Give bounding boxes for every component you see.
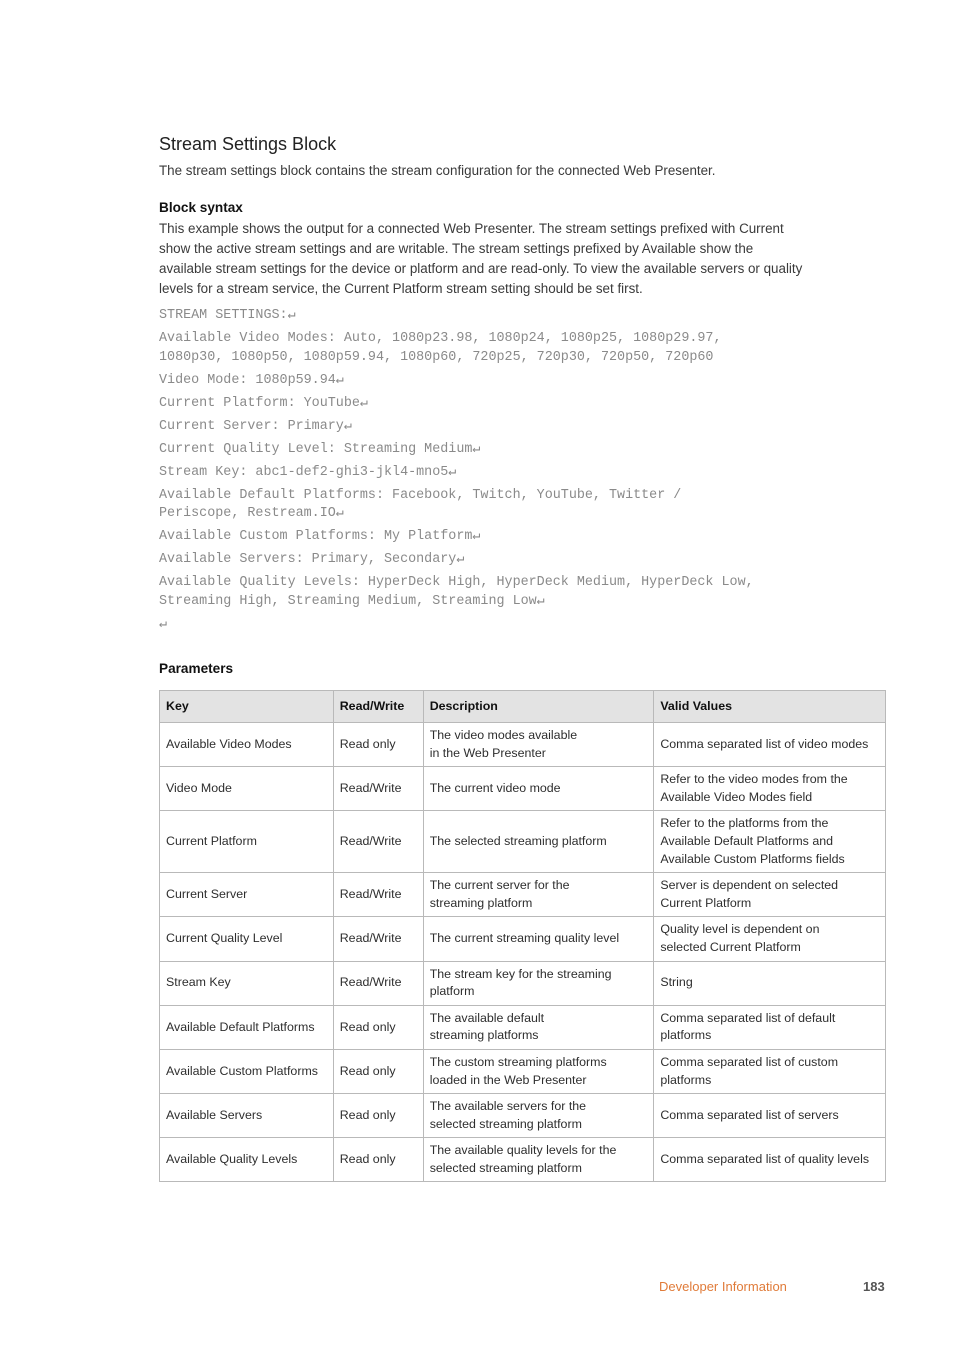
cell-read-write: Read/Write — [333, 917, 423, 961]
cell-key: Available Quality Levels — [160, 1138, 334, 1182]
cell-description: The selected streaming platform — [423, 811, 654, 873]
code-line: ↵ — [159, 616, 168, 632]
table-row — [160, 961, 886, 1005]
code-line: STREAM SETTINGS:↵ — [159, 308, 296, 323]
cell-key: Video Mode — [160, 767, 334, 811]
cell-read-write: Read only — [333, 723, 423, 767]
cell-description: The video modes available in the Web Presenter — [423, 723, 654, 767]
cell-description: The current streaming quality level — [423, 917, 654, 961]
footer-page-number: 183 — [863, 1279, 885, 1294]
table-row — [160, 917, 886, 961]
table-row — [160, 1049, 886, 1093]
cell-key: Available Default Platforms — [160, 1005, 334, 1049]
parameters-heading: Parameters — [159, 661, 234, 676]
code-line: Current Platform: YouTube↵ — [159, 395, 368, 411]
code-line: Stream Key: abc1-def2-ghi3-jkl4-mno5↵ — [159, 464, 457, 480]
code-line: Available Default Platforms: Facebook, Twitch, YouTube, Twitter / Periscope, Restream.IO↵ — [159, 487, 682, 521]
code-line: Current Server: Primary↵ — [159, 418, 352, 434]
cell-key: Available Servers — [160, 1094, 334, 1138]
table-row — [160, 1005, 886, 1049]
table-body — [160, 723, 886, 1182]
column-header-description: Description — [423, 691, 654, 723]
cell-valid-values: String — [654, 961, 886, 1005]
cell-valid-values: Server is dependent on selected Current Platform — [654, 873, 886, 917]
cell-description: The custom streaming platforms loaded in the Web Presenter — [423, 1049, 654, 1093]
code-line: Available Servers: Primary, Secondary↵ — [159, 552, 465, 567]
cell-description: The available default streaming platforms — [423, 1005, 654, 1049]
table-row — [160, 723, 886, 767]
cell-read-write: Read/Write — [333, 961, 423, 1005]
section-title: Stream Settings Block — [159, 134, 337, 154]
cell-read-write: Read only — [333, 1005, 423, 1049]
parameters-table — [159, 690, 886, 1182]
code-line: Current Quality Level: Streaming Medium↵ — [159, 441, 481, 457]
cell-valid-values: Refer to the platforms from the Available Default Platforms and Available Custom Platforms fields — [654, 811, 886, 873]
cell-read-write: Read/Write — [333, 873, 423, 917]
cell-read-write: Read/Write — [333, 811, 423, 873]
cell-description: The available quality levels for the selected streaming platform — [423, 1138, 654, 1182]
table-row — [160, 767, 886, 811]
table-row — [160, 811, 886, 873]
section-intro: The stream settings block contains the stream configuration for the connected Web Presenter. — [159, 163, 716, 178]
column-header-valid-values: Valid Values — [654, 691, 886, 723]
code-example — [159, 307, 886, 634]
block-syntax-paragraph: This example shows the output for a connected Web Presenter. The stream settings prefixed with Current show the active stream settings and are writable. The stream settings prefixed by Available show the available stream settings for the device or platform and are read-only. To view the available servers or quality levels for a stream service, the Current Platform stream setting should be set first. — [159, 221, 803, 296]
cell-valid-values: Comma separated list of quality levels — [654, 1138, 886, 1182]
column-header-key: Key — [160, 691, 334, 723]
cell-valid-values: Comma separated list of custom platforms — [654, 1049, 886, 1093]
cell-read-write: Read only — [333, 1138, 423, 1182]
table-row — [160, 1138, 886, 1182]
code-line: Video Mode: 1080p59.94↵ — [159, 372, 344, 388]
table-row — [160, 873, 886, 917]
document-body — [159, 132, 886, 1182]
cell-key: Stream Key — [160, 961, 334, 1005]
cell-description: The stream key for the streaming platform — [423, 961, 654, 1005]
cell-valid-values: Comma separated list of video modes — [654, 723, 886, 767]
cell-description: The current server for the streaming platform — [423, 873, 654, 917]
cell-description: The current video mode — [423, 767, 654, 811]
block-syntax-heading: Block syntax — [159, 200, 243, 215]
cell-read-write: Read/Write — [333, 767, 423, 811]
cell-valid-values: Comma separated list of default platforms — [654, 1005, 886, 1049]
cell-key: Current Quality Level — [160, 917, 334, 961]
cell-key: Available Custom Platforms — [160, 1049, 334, 1093]
cell-read-write: Read only — [333, 1094, 423, 1138]
column-header-read-write: Read/Write — [333, 691, 423, 723]
cell-key: Available Video Modes — [160, 723, 334, 767]
code-line: Available Custom Platforms: My Platform↵ — [159, 529, 481, 544]
code-line: Available Quality Levels: HyperDeck High, HyperDeck Medium, HyperDeck Low, Streaming High, Streaming Medium, Streaming Low↵ — [159, 575, 754, 609]
table-header-row — [160, 691, 886, 723]
table-row — [160, 1094, 886, 1138]
cell-valid-values: Refer to the video modes from the Available Video Modes field — [654, 767, 886, 811]
cell-read-write: Read only — [333, 1049, 423, 1093]
cell-valid-values: Quality level is dependent on selected Current Platform — [654, 917, 886, 961]
cell-description: The available servers for the selected streaming platform — [423, 1094, 654, 1138]
code-line: Available Video Modes: Auto, 1080p23.98, 1080p24, 1080p25, 1080p29.97, 1080p30, 1080p50, 1080p59.94, 1080p60, 720p25, 720p30, 720p50, 720p60 — [159, 331, 722, 365]
footer-section-name: Developer Information — [659, 1279, 787, 1294]
cell-valid-values: Comma separated list of servers — [654, 1094, 886, 1138]
cell-key: Current Server — [160, 873, 334, 917]
cell-key: Current Platform — [160, 811, 334, 873]
